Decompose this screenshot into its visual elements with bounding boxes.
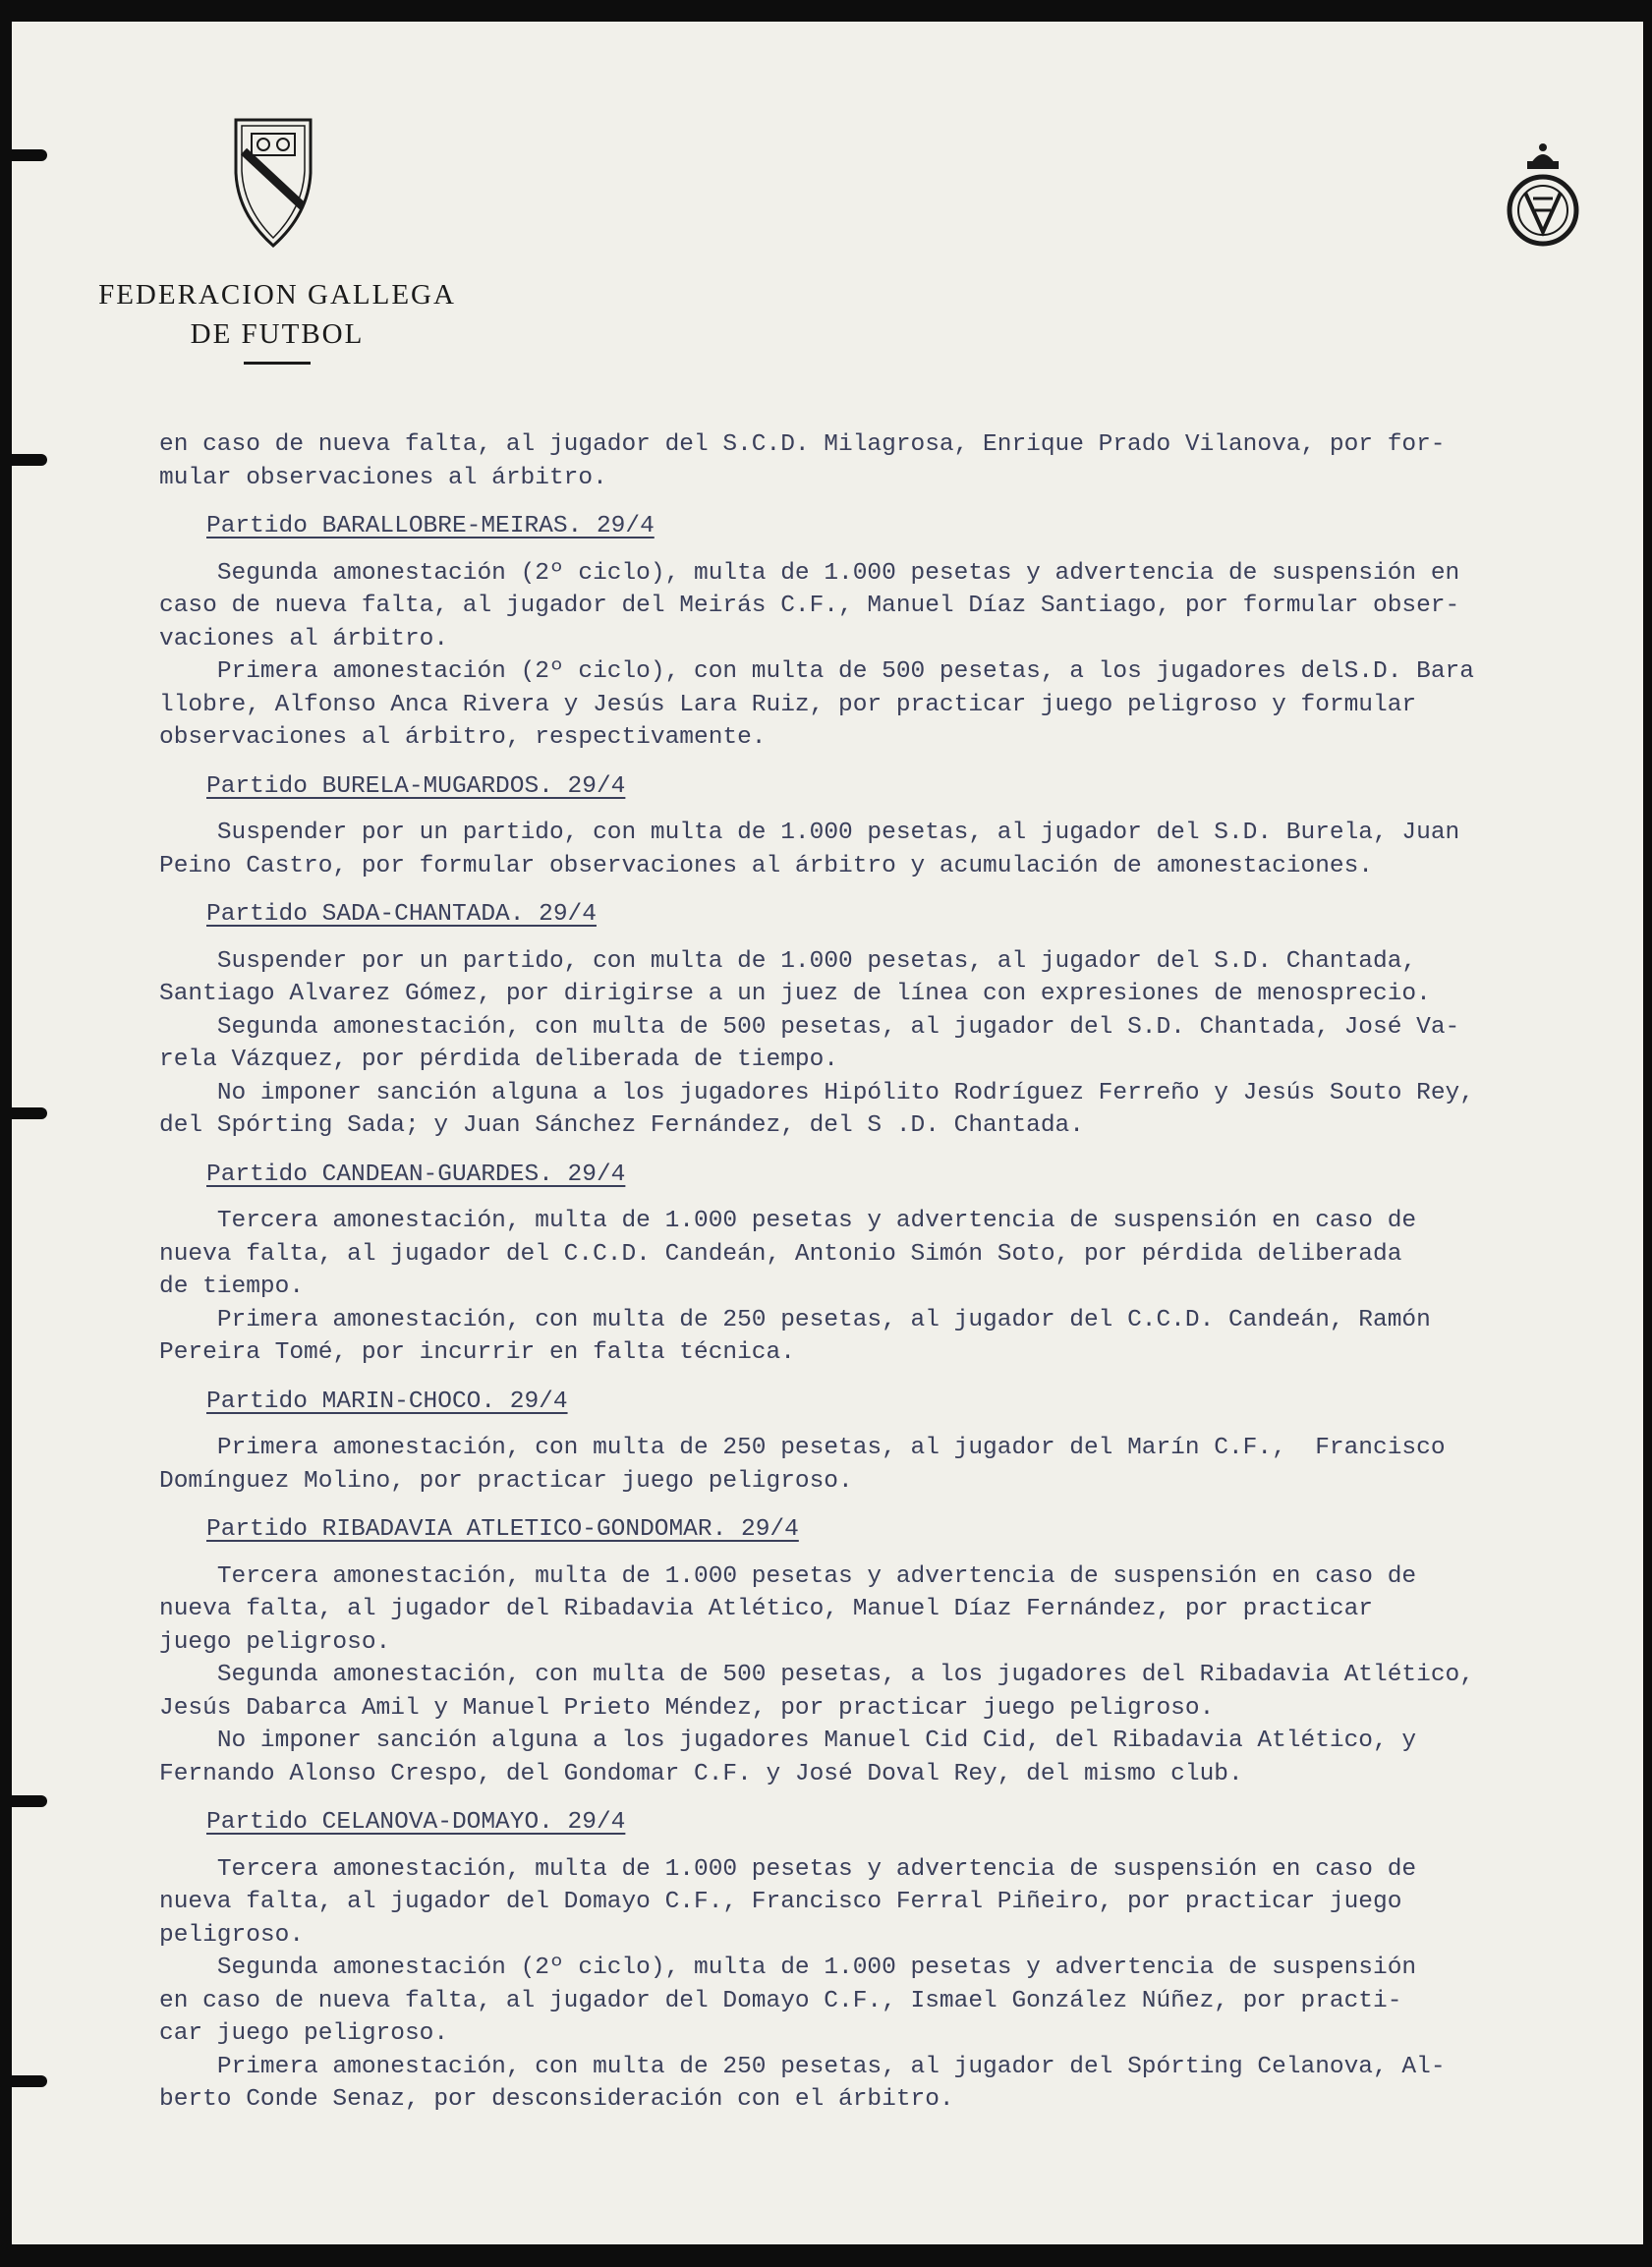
paragraph: Tercera amonestación, multa de 1.000 pesetas y advertencia de suspensión en caso de nueva falta, al jugador del Domayo C.F., Francisco Ferral Piñeiro, por practicar juego peligroso. — [159, 1855, 1417, 1949]
section-ribadavia-gondomar — [159, 1498, 1633, 1790]
section-heading: Partido SADA-CHANTADA. 29/4 — [206, 901, 597, 928]
federation-shield-logo — [230, 112, 316, 250]
section-heading: Partido RIBADAVIA ATLETICO-GONDOMAR. 29/4 — [206, 1516, 799, 1543]
federation-name — [81, 275, 474, 365]
paragraph: Primera amonestación (2º ciclo), con multa de 500 pesetas, a los jugadores delS.D. Bara llobre, Alfonso Anca Rivera y Jesús Lara Ruiz, por practicar juego peligroso y formular observaciones al árbitro, respectivamente. — [159, 658, 1474, 751]
section-marin-choco — [159, 1370, 1633, 1499]
paragraph: Suspender por un partido, con multa de 1.000 pesetas, al jugador del S.D. Burela, Juan Peino Castro, por formular observaciones al árbitro y acumulación de amonestaciones. — [159, 820, 1460, 879]
punch-hole — [12, 1795, 47, 1807]
paragraph: Primera amonestación, con multa de 250 pesetas, al jugador del Spórting Celanova, Al- berto Conde Senaz, por desconsideración con el árbitro. — [159, 2053, 1446, 2113]
section-burela-mugardos — [159, 755, 1633, 883]
punch-hole — [12, 2075, 47, 2087]
paragraph: Primera amonestación, con multa de 250 pesetas, al jugador del C.C.D. Candeán, Ramón Pereira Tomé, por incurrir en falta técnica. — [159, 1306, 1431, 1366]
section-celanova-domayo — [159, 1790, 1633, 2117]
document-page — [12, 22, 1643, 2244]
opening-paragraph: en caso de nueva falta, al jugador del S.C.D. Milagrosa, Enrique Prado Vilanova, por for- mular observaciones al árbitro. — [159, 431, 1446, 491]
paragraph: Segunda amonestación, con multa de 500 pesetas, al jugador del S.D. Chantada, José Va- rela Vázquez, por pérdida deliberada de tiempo. — [159, 1013, 1460, 1073]
paragraph: Tercera amonestación, multa de 1.000 pesetas y advertencia de suspensión en caso de nueva falta, al jugador del C.C.D. Candeán, Antonio Simón Soto, por pérdida deliberada de tiempo. — [159, 1208, 1417, 1300]
paragraph: Segunda amonestación, con multa de 500 pesetas, a los jugadores del Ribadavia Atlético, Jesús Dabarca Amil y Manuel Prieto Méndez, por practicar juego peligroso. — [159, 1662, 1474, 1722]
paragraph: Primera amonestación, con multa de 250 pesetas, al jugador del Marín C.F., Francisco Domínguez Molino, por practicar juego peligroso. — [159, 1435, 1446, 1495]
document-body — [159, 428, 1633, 2117]
federation-name-line1: FEDERACION GALLEGA — [98, 279, 456, 311]
section-heading: Partido BURELA-MUGARDOS. 29/4 — [206, 772, 626, 800]
section-candean-guardes — [159, 1143, 1633, 1370]
rfef-crest-logo — [1496, 138, 1590, 271]
section-heading: Partido CELANOVA-DOMAYO. 29/4 — [206, 1809, 626, 1836]
paragraph: Suspender por un partido, con multa de 1.000 pesetas, al jugador del S.D. Chantada, Santiago Alvarez Gómez, por dirigirse a un juez de línea con expresiones de menosprecio. — [159, 947, 1431, 1007]
paragraph: Segunda amonestación (2º ciclo), multa de 1.000 pesetas y advertencia de suspensión en caso de nueva falta, al jugador del Meirás C.F., Manuel Díaz Santiago, por formular obser- vaciones al árbitro. — [159, 559, 1460, 652]
section-heading: Partido MARIN-CHOCO. 29/4 — [206, 1388, 568, 1415]
punch-hole — [12, 149, 47, 161]
federation-name-line2: DE FUTBOL — [190, 318, 365, 350]
section-heading: Partido BARALLOBRE-MEIRAS. 29/4 — [206, 513, 655, 539]
header-rule — [244, 362, 311, 365]
punch-hole — [12, 454, 47, 466]
section-barallobre-meiras — [159, 494, 1633, 755]
paragraph: No imponer sanción alguna a los jugadores Manuel Cid Cid, del Ribadavia Atlético, y Fernando Alonso Crespo, del Gondomar C.F. y José Doval Rey, del mismo club. — [159, 1728, 1417, 1787]
section-heading: Partido CANDEAN-GUARDES. 29/4 — [206, 1161, 626, 1188]
punch-hole — [12, 1107, 47, 1119]
paragraph: No imponer sanción alguna a los jugadores Hipólito Rodríguez Ferreño y Jesús Souto Rey, del Spórting Sada; y Juan Sánchez Fernández, del S .D. Chantada. — [159, 1079, 1474, 1139]
paragraph: Tercera amonestación, multa de 1.000 pesetas y advertencia de suspensión en caso de nueva falta, al jugador del Ribadavia Atlético, Manuel Díaz Fernández, por practicar juego peligroso. — [159, 1562, 1417, 1656]
paragraph: Segunda amonestación (2º ciclo), multa de 1.000 pesetas y advertencia de suspensión en caso de nueva falta, al jugador del Domayo C.F., Ismael González Núñez, por practi- car juego peligroso. — [159, 1955, 1417, 2047]
section-sada-chantada — [159, 882, 1633, 1143]
